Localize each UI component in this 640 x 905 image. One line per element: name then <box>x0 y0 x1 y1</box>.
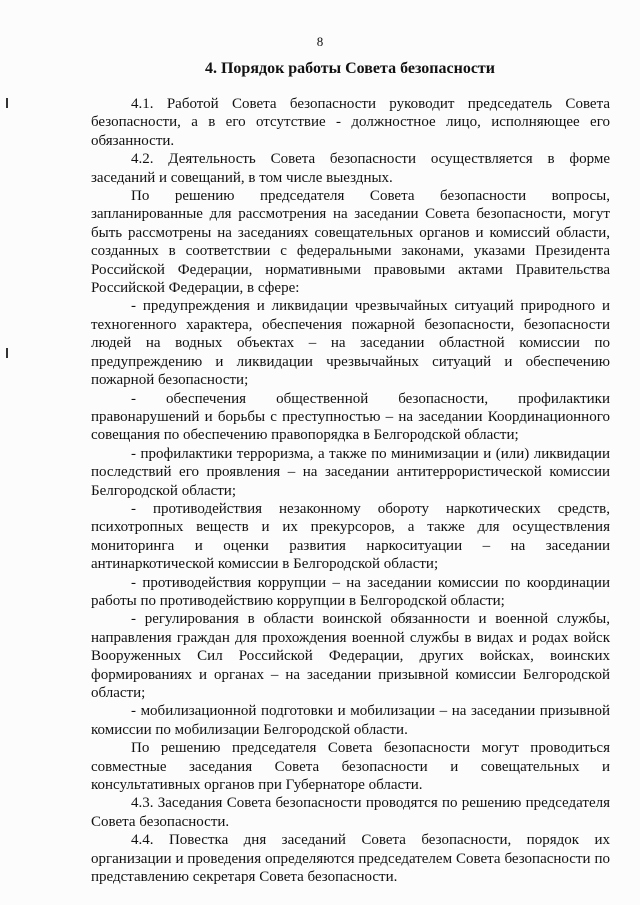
paragraph-council-decision: По решению председателя Совета безопасности вопросы, запланированные для рассмотрения на заседании Совета безопасности, могут быть рассмотрены на заседаниях совещательных органов и комиссий области, созданных в соответствии с федеральными законами, указами Президента Российской Федерации, нормативными правовыми актами Правительства Российской Федерации, в сфере: <box>91 188 610 297</box>
list-item-mobilization: - мобилизационной подготовки и мобилизации – на заседании призывной комиссии по мобилизации Белгородской области. <box>91 703 610 738</box>
paragraph-4-4: 4.4. Повестка дня заседаний Совета безопасности, порядок их организации и проведения определяются председателем Совета безопасности по представлению секретаря Совета безопасности. <box>91 832 610 886</box>
margin-scan-mark <box>6 98 8 108</box>
paragraph-4-1: 4.1. Работой Совета безопасности руководит председатель Совета безопасности, а в его отсутствие - должностное лицо, исполняющее его обязанности. <box>91 96 610 149</box>
paragraph-4-2: 4.2. Деятельность Совета безопасности осуществляется в форме заседаний и совещаний, в том числе выездных. <box>91 151 610 186</box>
paragraph-joint-meetings: По решению председателя Совета безопасности могут проводиться совместные заседания Совета безопасности и совещательных и консультативных органов при Губернаторе области. <box>91 740 610 794</box>
page-number: 8 <box>316 34 324 49</box>
list-item-military-service: - регулирования в области воинской обязанности и военной службы, направления граждан для прохождения военной службы в видах и родах войск Вооруженных Сил Российской Федерации, других войсках, воинских формированиях и органах – на заседании призывной комиссии Белгородской области; <box>91 611 610 701</box>
body-text <box>91 95 610 886</box>
list-item-terrorism: - профилактики терроризма, а также по минимизации и (или) ликвидации последствий его проявления – на заседании антитеррористической комиссии Белгородской области; <box>91 445 610 499</box>
list-item-public-safety: - обеспечения общественной безопасности, профилактики правонарушений и борьбы с преступностью – на заседании Координационного совещания по обеспечению правопорядка в Белгородской области; <box>91 390 610 444</box>
section-title: 4. Порядок работы Совета безопасности <box>204 60 496 77</box>
list-item-emergency: - предупреждения и ликвидации чрезвычайных ситуаций природного и техногенного характера, обеспечения пожарной безопасности, безопасности людей на водных объектах – на заседании областной комиссии по предупреждению и ликвидации чрезвычайных ситуаций и обеспечению пожарной безопасности; <box>91 298 610 389</box>
list-item-narcotics: - противодействия незаконному обороту наркотических средств, психотропных веществ и их прекурсоров, а также для осуществления мониторинга и оценки развития наркоситуации – на заседании антинаркотической комиссии в Белгородской области; <box>91 500 610 573</box>
paragraph-4-3: 4.3. Заседания Совета безопасности проводятся по решению председателя Совета безопасности. <box>91 795 610 830</box>
margin-scan-mark <box>6 348 8 358</box>
list-item-corruption: - противодействия коррупции – на заседании комиссии по координации работы по противодействию коррупции в Белгородской области; <box>91 574 610 609</box>
